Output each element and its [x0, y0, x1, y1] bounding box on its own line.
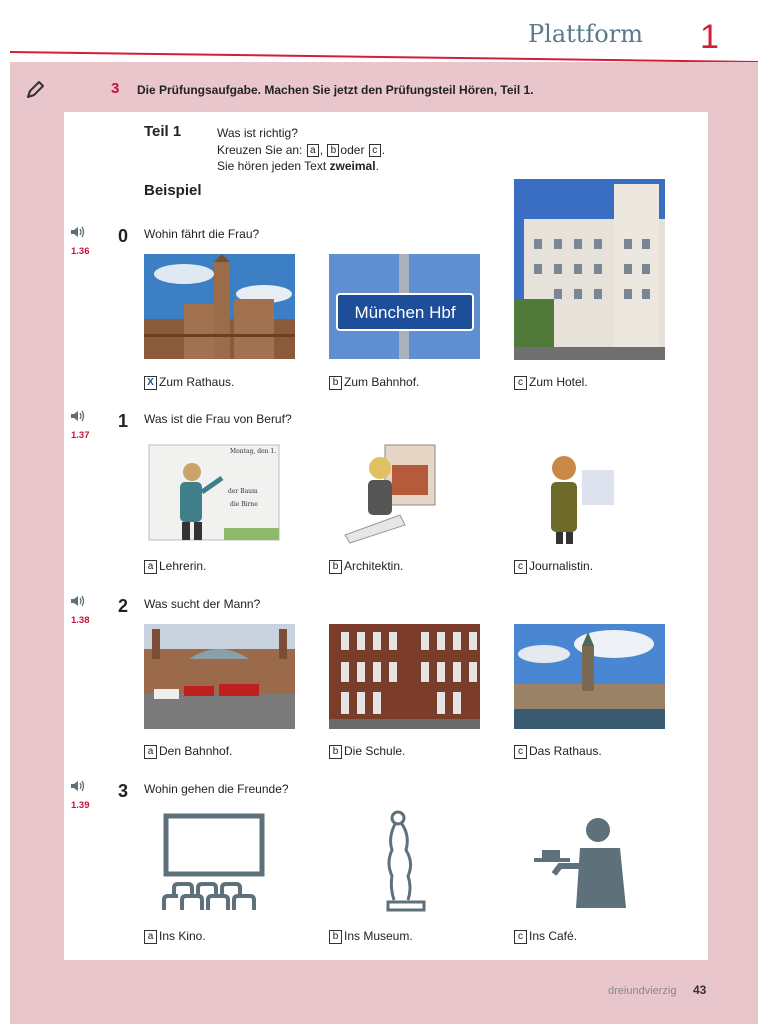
answer-checkbox[interactable]: c	[514, 376, 527, 390]
school-building-photo	[329, 624, 480, 729]
answer-option[interactable]: b Architektin.	[329, 559, 403, 574]
speaker-icon[interactable]	[70, 594, 86, 608]
waiter-icon	[530, 816, 632, 912]
hotel-photo	[514, 179, 665, 360]
rathaus-photo	[144, 254, 295, 359]
blackboard-text: der Baum	[228, 488, 258, 495]
blackboard-text: die Birne	[230, 501, 258, 508]
instruction-line-1: Was ist richtig?	[217, 126, 298, 140]
answer-checkbox[interactable]: b	[329, 376, 342, 390]
cinema-icon	[160, 812, 268, 912]
answer-option[interactable]: c Das Rathaus.	[514, 744, 602, 759]
statue-icon	[380, 808, 430, 913]
sign-text: München Hbf	[354, 303, 456, 322]
answer-checkbox[interactable]: c	[514, 560, 527, 574]
teil-instructions	[217, 125, 385, 175]
answer-option[interactable]: a Den Bahnhof.	[144, 744, 232, 759]
town-hall-photo	[514, 624, 665, 729]
question-number: 2	[118, 596, 129, 616]
blackboard-text: Montag, den 1.	[230, 448, 277, 455]
answer-checkbox[interactable]: X	[144, 376, 157, 390]
speaker-icon[interactable]	[70, 225, 86, 239]
audio-track-number: 1.37	[71, 430, 90, 441]
teil-label: Teil 1	[144, 123, 182, 140]
speaker-icon[interactable]	[70, 779, 86, 793]
question-number: 0	[118, 226, 129, 246]
page-number-word: dreiundvierzig	[608, 985, 677, 997]
speaker-icon[interactable]	[70, 409, 86, 423]
instruction-line-2: Kreuzen Sie an: a , b oder c .	[217, 142, 386, 157]
answer-option[interactable]: a Ins Kino.	[144, 929, 206, 944]
answer-checkbox[interactable]: a	[144, 560, 157, 574]
answer-option[interactable]: b Zum Bahnhof.	[329, 375, 419, 390]
answer-option[interactable]: c Zum Hotel.	[514, 375, 588, 390]
beispiel-heading: Beispiel	[144, 182, 202, 199]
question-text: Wohin fährt die Frau?	[144, 227, 260, 241]
answer-option[interactable]: b Die Schule.	[329, 744, 405, 759]
answer-option[interactable]: X Zum Rathaus.	[144, 375, 234, 390]
box-a: a	[307, 144, 319, 157]
answer-checkbox[interactable]: c	[514, 930, 527, 944]
answer-checkbox[interactable]: a	[144, 745, 157, 759]
question-number: 3	[118, 781, 129, 801]
architect-illustration	[340, 440, 440, 545]
question-number: 1	[118, 411, 129, 431]
journalist-illustration	[540, 440, 620, 545]
answer-checkbox[interactable]: a	[144, 930, 157, 944]
unit-number: 1	[700, 18, 719, 56]
page-number: 43	[693, 983, 707, 997]
train-station-photo	[144, 624, 295, 729]
answer-option[interactable]: b Ins Museum.	[329, 929, 413, 944]
answer-checkbox[interactable]: b	[329, 745, 342, 759]
task-instruction: Die Prüfungsaufgabe. Machen Sie jetzt den Prüfungsteil Hören, Teil 1.	[137, 83, 534, 97]
question-text: Was sucht der Mann?	[144, 597, 261, 611]
teacher-illustration	[144, 440, 284, 545]
answer-option[interactable]: c Ins Café.	[514, 929, 577, 944]
hauptbahnhof-sign-photo	[329, 254, 480, 359]
answer-checkbox[interactable]: b	[329, 560, 342, 574]
question-text: Was ist die Frau von Beruf?	[144, 412, 292, 426]
audio-track-number: 1.38	[71, 615, 90, 626]
answer-option[interactable]: c Journalistin.	[514, 559, 593, 574]
answer-checkbox[interactable]: c	[514, 745, 527, 759]
page-section-title: Plattform	[528, 20, 643, 48]
audio-track-number: 1.36	[71, 246, 90, 257]
question-text: Wohin gehen die Freunde?	[144, 782, 289, 796]
task-number: 3	[111, 80, 120, 97]
box-c: c	[369, 144, 381, 157]
pencil-icon	[24, 79, 46, 101]
answer-checkbox[interactable]: b	[329, 930, 342, 944]
audio-track-number: 1.39	[71, 800, 90, 811]
instruction-line-3: Sie hören jeden Text zweimal.	[217, 159, 379, 173]
box-b: b	[327, 144, 339, 157]
answer-option[interactable]: a Lehrerin.	[144, 559, 206, 574]
